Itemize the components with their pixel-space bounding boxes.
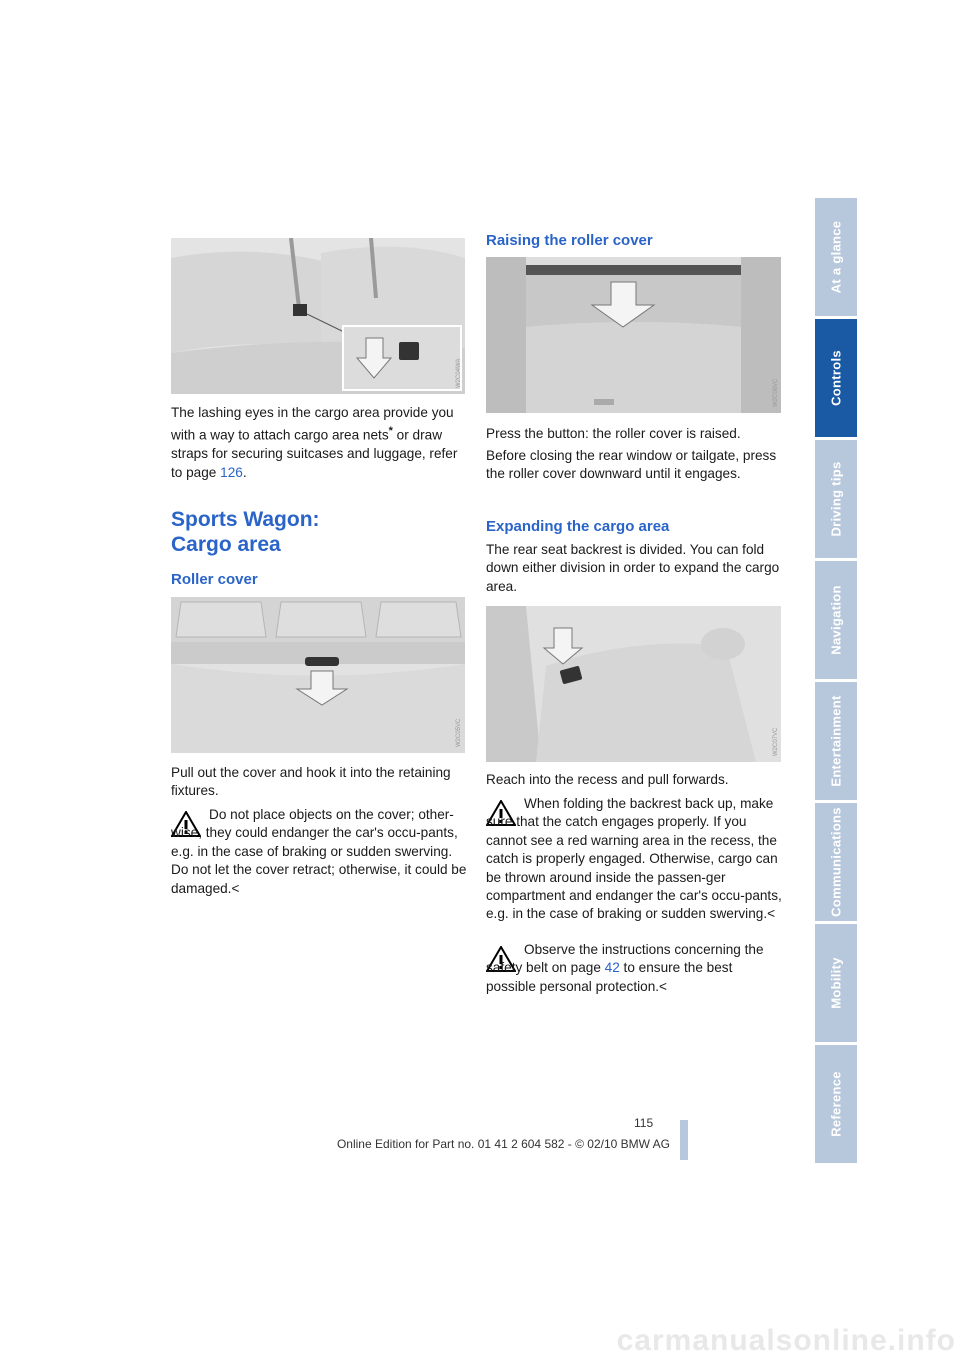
expanding-cargo-image xyxy=(486,606,781,762)
raising-paragraph-1: Press the button: the roller cover is raised. xyxy=(486,426,741,441)
backrest-warning: When folding the backrest back up, make sure that the catch engages properly. If you cannot see a red warning area in the recess, the catch is properly engaged. Otherwise, cargo can be thrown around inside the passen-ger compartment and endanger the car's occu-pants, e.g. in the case of braking or sudden swerving.< xyxy=(486,796,782,922)
reach-paragraph: Reach into the recess and pull forwards. xyxy=(486,772,729,787)
expanding-paragraph: The rear seat backrest is divided. You can fold down either division in order to expand the cargo area. xyxy=(486,542,780,594)
lashing-eyes-paragraph: The lashing eyes in the cargo area provide you with a way to attach cargo area nets* or draw straps for securing suitcases and luggage, refer to page 126. xyxy=(171,405,458,480)
image-code: W2C06VC xyxy=(773,378,779,407)
tab-reference[interactable]: Reference xyxy=(815,1045,857,1163)
tab-mobility[interactable]: Mobility xyxy=(815,924,857,1042)
page-link-42[interactable]: 42 xyxy=(604,960,620,976)
section-heading: Sports Wagon: Cargo area xyxy=(171,508,320,556)
page-number: 115 xyxy=(634,1116,654,1130)
raising-paragraph-2: Before closing the rear window or tailgate, press the roller cover downward until it engages. xyxy=(486,448,777,482)
roller-cover-paragraph: Pull out the cover and hook it into the retaining fixtures. xyxy=(171,765,451,799)
lashing-eyes-image xyxy=(171,238,465,394)
raising-roller-cover-heading: Raising the roller cover xyxy=(486,232,653,249)
tab-communications[interactable]: Communications xyxy=(815,803,857,921)
roller-cover-heading: Roller cover xyxy=(171,571,258,588)
page-marker-bar xyxy=(680,1120,688,1160)
page-link-126[interactable]: 126 xyxy=(220,464,243,480)
raising-roller-cover-image xyxy=(486,257,781,413)
watermark-text: carmanualsonline.info xyxy=(616,1324,956,1357)
chapter-tabs xyxy=(815,198,857,1166)
roller-cover-image xyxy=(171,597,465,753)
tab-entertainment[interactable]: Entertainment xyxy=(815,682,857,800)
image-code: W2C05VC xyxy=(456,718,462,747)
safety-belt-warning: Observe the instructions concerning the safety belt on page 42 to ensure the best possible personal protection.< xyxy=(486,942,764,994)
tab-navigation[interactable]: Navigation xyxy=(815,561,857,679)
watermark-band xyxy=(0,1318,960,1358)
image-code: W2C07VC xyxy=(773,727,779,756)
tab-controls[interactable]: Controls xyxy=(815,319,857,437)
image-code: W2C04WA xyxy=(456,358,462,388)
expanding-cargo-heading: Expanding the cargo area xyxy=(486,518,670,535)
footer-text: Online Edition for Part no. 01 41 2 604 582 - © 02/10 BMW AG xyxy=(336,1137,670,1151)
tab-at-a-glance[interactable]: At a glance xyxy=(815,198,857,316)
tab-driving-tips[interactable]: Driving tips xyxy=(815,440,857,558)
roller-cover-warning: Do not place objects on the cover; other-wise, they could endanger the car's occu-pants, e.g. in the case of braking or sudden swerving. Do not let the cover retract; otherwise, it could be damaged.< xyxy=(171,807,467,896)
